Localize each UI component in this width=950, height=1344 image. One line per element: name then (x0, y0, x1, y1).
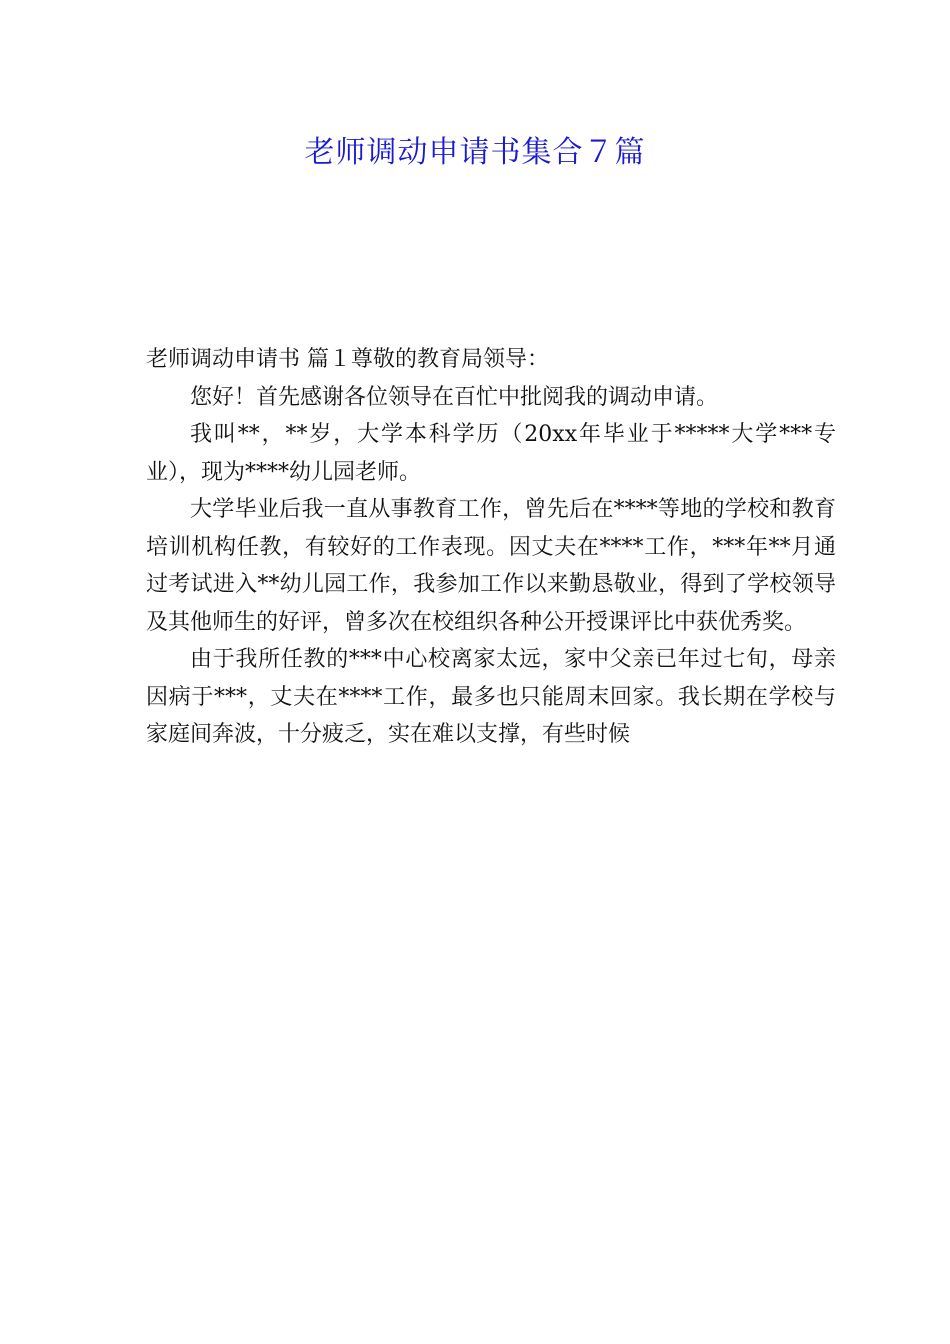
document-title: 老师调动申请书集合７篇 (304, 135, 646, 170)
paragraph-work-history: 大学毕业后我一直从事教育工作，曾先后在****等地的学校和教育培训机构任教，有较好的工作表现。因丈夫在****工作，***年**月通过考试进入**幼儿园工作，我参加工作以来勤恳敬业，得到了学校领导及其他师生的好评，曾多次在校组织各种公开授课评比中获优秀奖。 (146, 497, 836, 635)
document-body (146, 341, 836, 754)
paragraph-reason: 由于我所任教的***中心校离家太远，家中父亲已年过七旬，母亲因病于***，丈夫在****工作，最多也只能周末回家。我长期在学校与家庭间奔波，十分疲乏，实在难以支撑，有些时候 (146, 647, 836, 747)
paragraph-salutation: 老师调动申请书 篇１尊敬的教育局领导： (146, 347, 549, 372)
paragraph-introduction: 我叫**，**岁，大学本科学历（20xx年毕业于*****大学***专业），现为****幼儿园老师。 (146, 422, 836, 485)
paragraph-greeting: 您好！首先感谢各位领导在百忙中批阅我的调动申请。 (190, 384, 719, 410)
